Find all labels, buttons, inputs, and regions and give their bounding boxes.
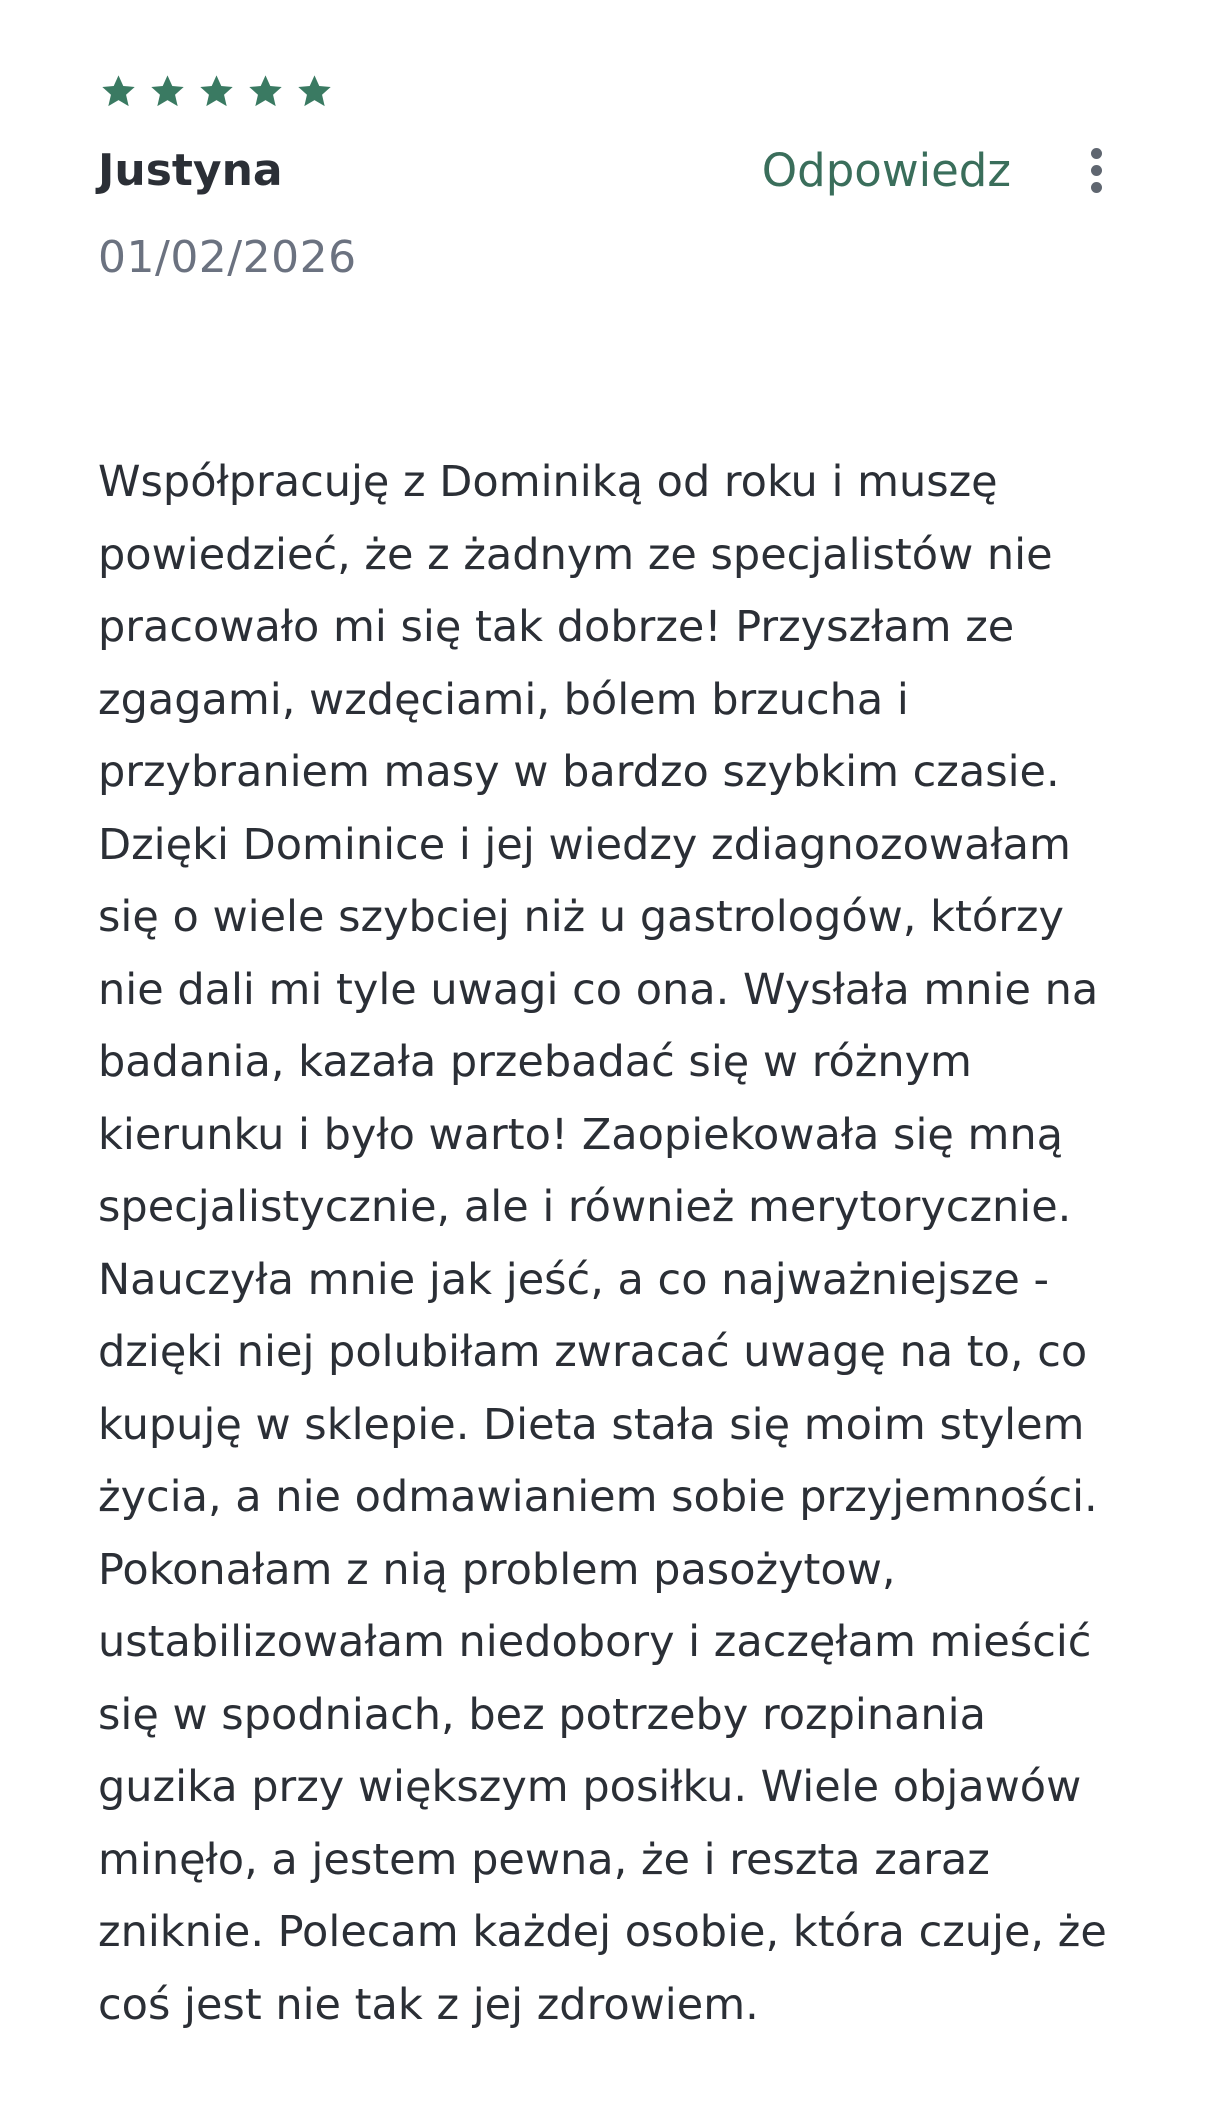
star-rating	[100, 73, 333, 110]
star-icon	[296, 73, 333, 110]
reply-button[interactable]: Odpowiedz	[761, 144, 1011, 197]
review-text: Współpracuję z Dominiką od roku i muszę powiedzieć, że z żadnym ze specjalistów nie pracowało mi się tak dobrze! Przyszłam ze zgagami, wzdęciami, bólem brzucha i przybraniem masy w bardzo szybkim czasie. Dzięki Dominice i jej wiedzy zdiagnozowałam się o wiele szybciej niż u gastrologów, którzy nie dali mi tyle uwagi co ona. Wysłała mnie na badania, kazała przebadać się w różnym kierunku i było warto! Zaopiekowała się mną specjalistycznie, ale i również merytorycznie. Nauczyła mnie jak jeść, a co najważniejsze - dzięki niej polubiłam zwracać uwagę na to, co kupuję w sklepie. Dieta stała się moim stylem życia, a nie odmawianiem sobie przyjemności. Pokonałam z nią problem pasożytow, ustabilizowałam niedobory i zaczęłam mieścić się w spodniach, bez potrzeby rozpinania guzika przy większym posiłku. Wiele objawów minęło, a jestem pewna, że i reszta zaraz zniknie. Polecam każdej osobie, która czuje, że coś jest nie tak z jej zdrowiem.	[98, 457, 1107, 2030]
star-icon	[149, 73, 186, 110]
star-icon	[247, 73, 284, 110]
more-vertical-icon[interactable]	[1084, 148, 1108, 194]
star-icon	[198, 73, 235, 110]
review-author: Justyna	[98, 145, 283, 196]
review-date: 01/02/2026	[98, 232, 357, 283]
star-icon	[100, 73, 137, 110]
